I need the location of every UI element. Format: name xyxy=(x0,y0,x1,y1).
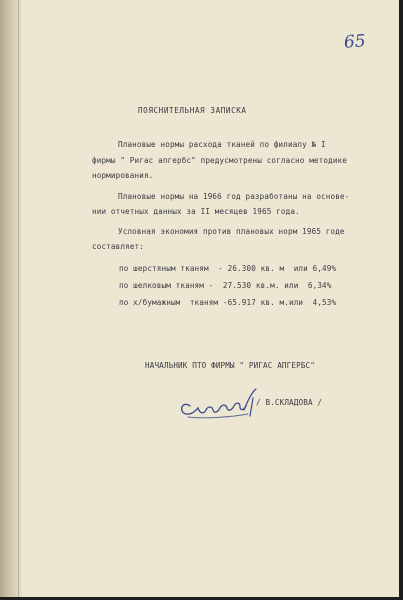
signatory-name: / В.СКЛАДОВА / xyxy=(256,398,323,407)
scan-edge-right xyxy=(399,0,403,600)
document-title: ПОЯСНИТЕЛЬНАЯ ЗАПИСКА xyxy=(138,106,247,115)
savings-item-silk: по шелковым тканям - 27.530 кв.м. или 6,34% xyxy=(119,281,332,290)
paragraph-1-line-1: Плановые нормы расхода тканей по филиалу № I xyxy=(118,140,326,149)
folio-number: 65 xyxy=(343,31,367,53)
paragraph-1-line-2: фирмы " Ригас апгербс" предусмотрены согласно методике xyxy=(92,156,347,165)
paragraph-2-line-2: нии отчетных данных за II месяцев 1965 года. xyxy=(92,207,300,216)
binding-fold xyxy=(18,0,19,600)
paragraph-1-line-3: нормирования. xyxy=(92,171,154,180)
paragraph-3-line-1: Условная экономия против плановых норм 1965 годе xyxy=(118,227,345,236)
paragraph-2-line-1: Плановые нормы на 1966 год разработаны на основе- xyxy=(118,192,350,201)
savings-item-cotton: по х/бумажным тканям -65.917 кв. м.или 4,53% xyxy=(119,298,337,307)
signatory-title: НАЧАЛЬНИК ПТО ФИРМЫ " РИГАС АПГЕРБС" xyxy=(145,361,315,370)
handwritten-signature xyxy=(176,386,268,424)
savings-item-wool: по шерстяным тканям - 26.300 кв. м или 6,49% xyxy=(119,264,337,273)
paragraph-3-line-2: составляет: xyxy=(92,242,144,251)
